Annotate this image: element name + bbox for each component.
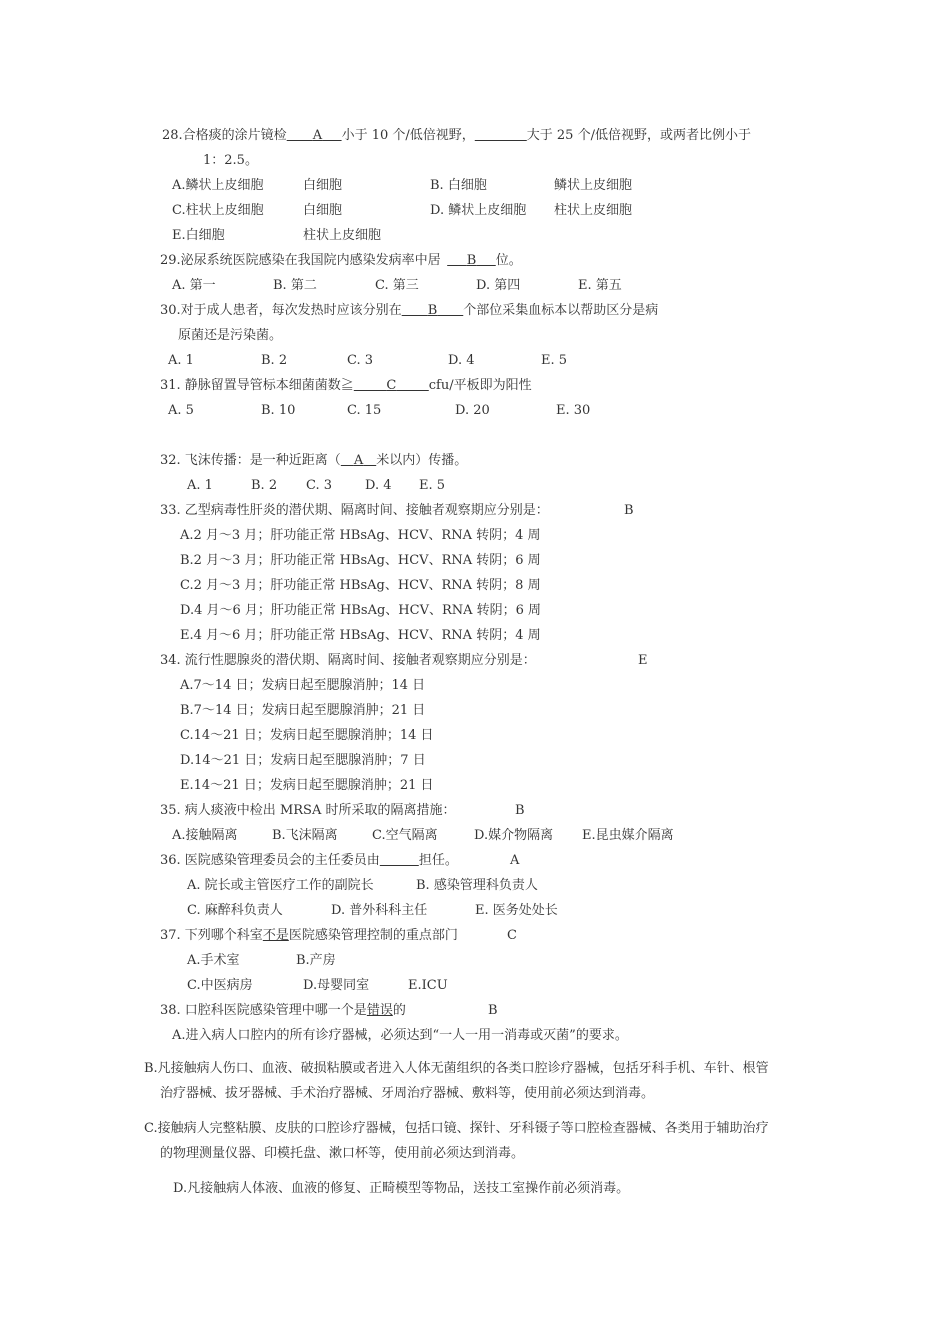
q28-stem-text-2: 小于 10 个/低倍视野，	[341, 128, 475, 143]
q31-answer: C	[386, 378, 397, 393]
q33-stem: 33. 乙型病毒性肝炎的潜伏期、隔离时间、接触者观察期应分别是：	[160, 503, 549, 518]
q38-stem-end: 的	[392, 1003, 406, 1018]
q36-blank	[380, 853, 419, 868]
q38-option-b-line2: 治疗器械、拔牙器械、手术治疗器械、牙周治疗器械、敷料等，使用前必须达到消毒。	[160, 1086, 655, 1101]
q28-stem-text: 28.合格痰的涂片镜检	[162, 128, 287, 143]
q32-option-a: A. 1	[187, 478, 213, 493]
q33-option-c: C.2 月～3 月；肝功能正常 HBsAg、HCV、RNA 转阴；8 周	[180, 578, 541, 593]
q28-option-d: D. 鳞状上皮细胞	[430, 203, 527, 218]
q30-stem	[160, 302, 658, 320]
q36-stem	[160, 852, 458, 870]
q29-option-b: B. 第二	[273, 278, 317, 293]
q37-option-a: A.手术室	[187, 953, 240, 968]
q30-answer: B	[427, 303, 438, 318]
q38-stem	[160, 1002, 406, 1020]
q36-option-b: B. 感染管理科负责人	[416, 878, 538, 893]
q32-option-b: B. 2	[251, 478, 278, 493]
q36-option-d: D. 普外科科主任	[331, 903, 428, 918]
q28-option-d-pair: 柱状上皮细胞	[554, 203, 633, 218]
q30-option-d: D. 4	[448, 353, 475, 368]
q37-emphasis: 不是	[262, 928, 289, 943]
q32-stem-end: 米以内）传播。	[376, 453, 468, 468]
q30-option-b: B. 2	[261, 353, 288, 368]
q28-blank-2	[475, 128, 527, 143]
q29-option-d: D. 第四	[476, 278, 521, 293]
q38-option-d: D.凡接触病人体液、血液的修复、正畸模型等物品，送技工室操作前必须消毒。	[173, 1181, 630, 1196]
q35-option-c: C.空气隔离	[372, 828, 438, 843]
q33-option-a: A.2 月～3 月；肝功能正常 HBsAg、HCV、RNA 转阴；4 周	[180, 528, 541, 543]
q35-option-e: E.昆虫媒介隔离	[582, 828, 674, 843]
q28-stem-text-3: 大于 25 个/低倍视野，或两者比例小于	[526, 128, 751, 143]
q28-option-b-pair: 鳞状上皮细胞	[554, 178, 633, 193]
q37-option-b: B.产房	[296, 953, 336, 968]
q31-option-e: E. 30	[556, 403, 591, 418]
q32-option-c: C. 3	[306, 478, 333, 493]
q28-option-a-pair: 白细胞	[303, 178, 343, 193]
q32-stem	[160, 452, 467, 470]
q37-stem-end: 医院感染管理控制的重点部门	[288, 928, 458, 943]
q32-option-e: E. 5	[419, 478, 446, 493]
q32-stem-text: 32. 飞沫传播：是一种近距离（	[160, 453, 341, 468]
q33-option-b: B.2 月～3 月；肝功能正常 HBsAg、HCV、RNA 转阴；6 周	[180, 553, 541, 568]
q33-option-e: E.4 月～6 月；肝功能正常 HBsAg、HCV、RNA 转阴；4 周	[180, 628, 541, 643]
q29-stem-end: 位。	[495, 253, 522, 268]
q31-blank	[354, 378, 429, 393]
q29-stem-text: 29.泌尿系统医院感染在我国院内感染发病率中居	[160, 253, 441, 268]
q34-option-c: C.14～21 日；发病日起至腮腺消肿；14 日	[180, 728, 434, 743]
q28-option-e-pair: 柱状上皮细胞	[303, 228, 382, 243]
q30-option-e: E. 5	[541, 353, 568, 368]
q34-option-e: E.14～21 日；发病日起至腮腺消肿；21 日	[180, 778, 434, 793]
q29-option-a: A. 第一	[172, 278, 216, 293]
q34-stem: 34. 流行性腮腺炎的潜伏期、隔离时间、接触者观察期应分别是：	[160, 653, 536, 668]
q28-option-b: B. 白细胞	[430, 178, 487, 193]
q28-option-a: A.鳞状上皮细胞	[172, 178, 264, 193]
q29-blank	[447, 253, 496, 268]
q31-option-d: D. 20	[455, 403, 490, 418]
q38-option-a: A.进入病人口腔内的所有诊疗器械，必须达到“一人一用一消毒或灭菌”的要求。	[172, 1028, 628, 1043]
q28-option-e: E.白细胞	[172, 228, 225, 243]
q29-option-e: E. 第五	[578, 278, 622, 293]
q29-stem	[160, 252, 522, 270]
q31-option-b: B. 10	[261, 403, 296, 418]
q28-answer: A	[312, 128, 323, 143]
q30-option-a: A. 1	[168, 353, 194, 368]
q36-option-e: E. 医务处处长	[475, 903, 558, 918]
q37-option-d: D.母婴同室	[303, 978, 370, 993]
q36-answer: A	[510, 853, 520, 868]
q33-answer: B	[624, 503, 634, 518]
q34-option-d: D.14～21 日；发病日起至腮腺消肿；7 日	[180, 753, 426, 768]
q38-option-c-line2: 的物理测量仪器、印模托盘、漱口杯等，使用前必须达到消毒。	[160, 1146, 525, 1161]
q29-option-c: C. 第三	[375, 278, 419, 293]
q28-stem-line2: 1：2.5。	[203, 153, 258, 168]
q35-answer: B	[515, 803, 525, 818]
q32-blank	[341, 453, 376, 468]
q36-option-a: A. 院长或主管医疗工作的副院长	[187, 878, 374, 893]
q34-option-a: A.7～14 日；发病日起至腮腺消肿；14 日	[180, 678, 426, 693]
q35-option-a: A.接触隔离	[172, 828, 238, 843]
q35-option-d: D.媒介物隔离	[474, 828, 554, 843]
q31-stem	[160, 377, 532, 395]
q30-stem-text-2: 个部位采集血标本以帮助区分是病	[463, 303, 659, 318]
q35-stem: 35. 病人痰液中检出 MRSA 时所采取的隔离措施：	[160, 803, 456, 818]
q36-option-c: C. 麻醉科负责人	[187, 903, 283, 918]
q30-stem-line2: 原菌还是污染菌。	[178, 328, 283, 343]
q36-stem-end: 担任。	[418, 853, 458, 868]
q37-stem	[160, 927, 458, 945]
q37-answer: C	[507, 928, 517, 943]
q38-stem-text: 38. 口腔科医院感染管理中哪一个是	[160, 1003, 367, 1018]
q30-blank	[402, 303, 464, 318]
q38-answer: B	[488, 1003, 498, 1018]
q31-option-a: A. 5	[168, 403, 194, 418]
q38-option-c-line1: C.接触病人完整粘膜、皮肤的口腔诊疗器械，包括口镜、探针、牙科镊子等口腔检查器械、各类用于辅助治疗	[144, 1121, 769, 1136]
q30-option-c: C. 3	[347, 353, 374, 368]
q28-stem	[162, 127, 751, 145]
q28-option-c-pair: 白细胞	[303, 203, 343, 218]
q30-stem-text: 30.对于成人患者，每次发热时应该分别在	[160, 303, 402, 318]
q31-stem-text: 31. 静脉留置导管标本细菌菌数≧	[160, 378, 354, 393]
q37-option-c: C.中医病房	[187, 978, 253, 993]
q32-answer: A	[353, 453, 364, 468]
q34-option-b: B.7～14 日；发病日起至腮腺消肿；21 日	[180, 703, 426, 718]
q34-answer: E	[638, 653, 648, 668]
q35-option-b: B.飞沫隔离	[272, 828, 338, 843]
q33-option-d: D.4 月～6 月；肝功能正常 HBsAg、HCV、RNA 转阴；6 周	[180, 603, 542, 618]
q38-option-b-line1: B.凡接触病人伤口、血液、破损粘膜或者进入人体无菌组织的各类口腔诊疗器械，包括牙科手机、车针、根管	[144, 1061, 769, 1076]
q36-stem-text: 36. 医院感染管理委员会的主任委员由	[160, 853, 380, 868]
q31-option-c: C. 15	[347, 403, 382, 418]
q38-emphasis: 错误	[366, 1003, 393, 1018]
q28-option-c: C.柱状上皮细胞	[172, 203, 264, 218]
q28-blank-1	[287, 128, 342, 143]
q31-stem-end: cfu/平板即为阳性	[428, 378, 532, 393]
q32-option-d: D. 4	[365, 478, 392, 493]
q29-answer: B	[466, 253, 477, 268]
q37-stem-text: 37. 下列哪个科室	[160, 928, 263, 943]
q37-option-e: E.ICU	[408, 978, 448, 993]
